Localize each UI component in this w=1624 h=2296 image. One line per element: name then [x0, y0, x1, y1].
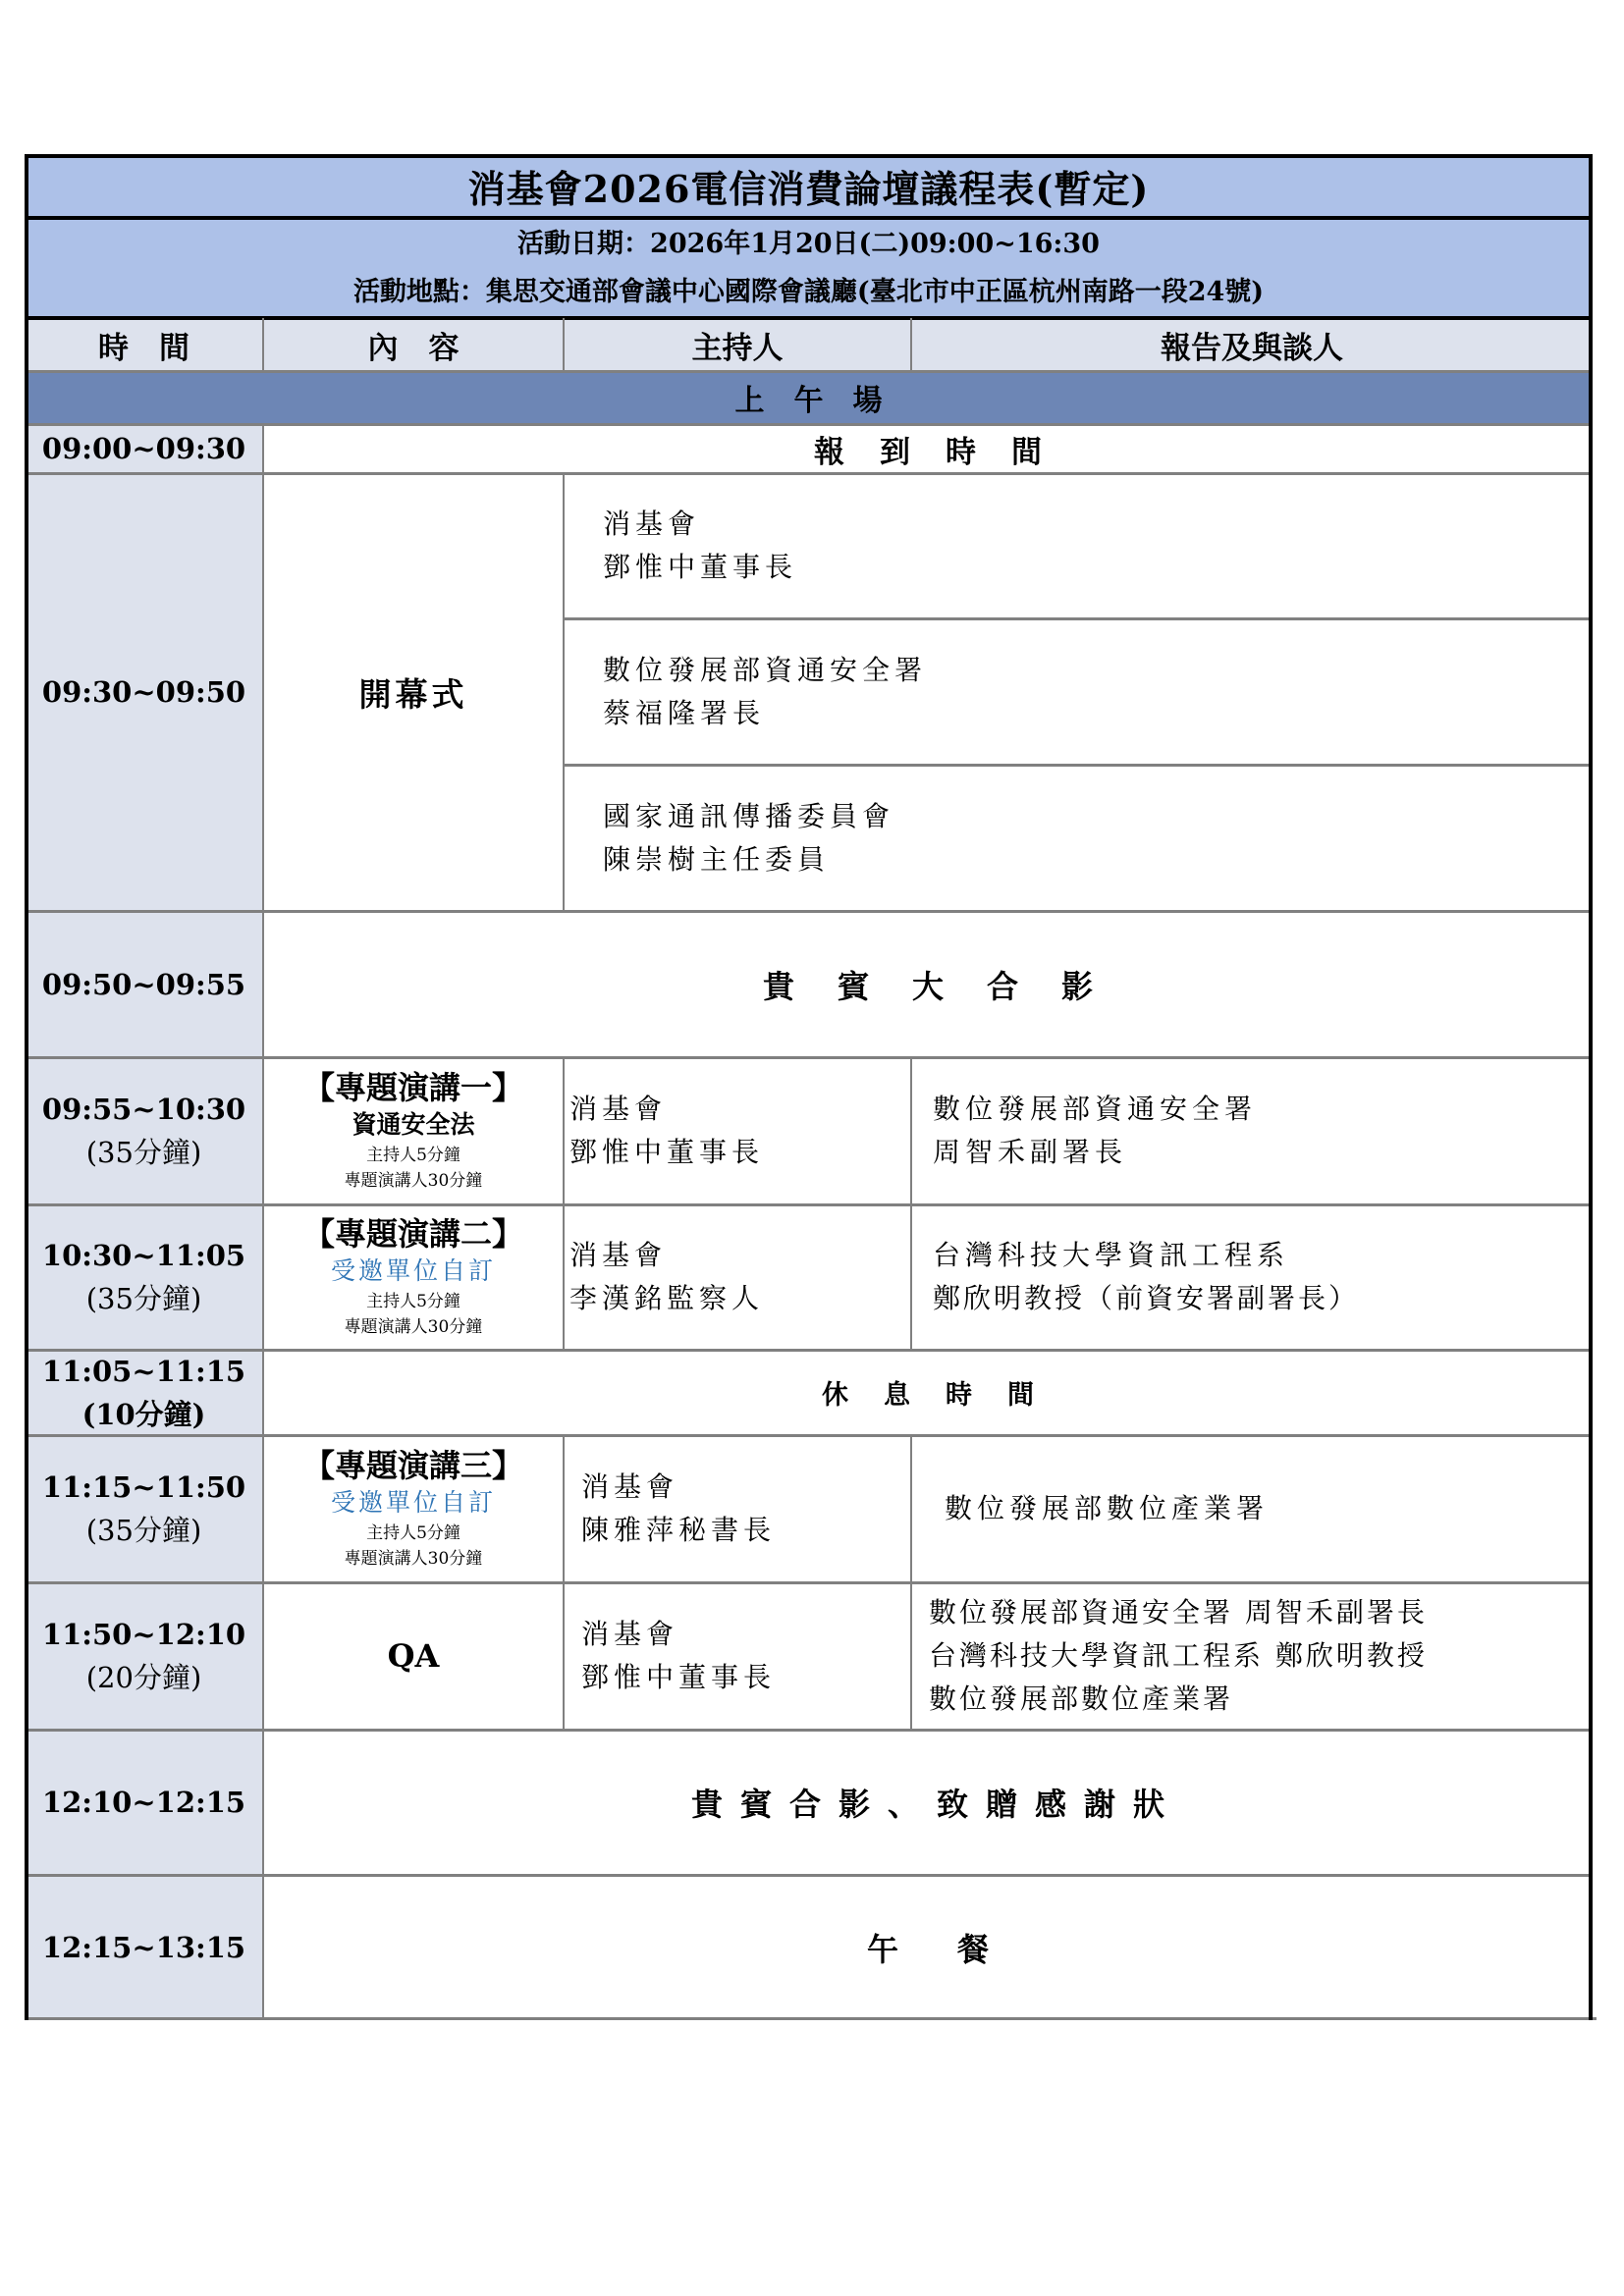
divider	[262, 318, 264, 371]
speech2-topic: 受邀單位自訂	[330, 1256, 496, 1285]
time-opening	[25, 473, 263, 911]
time-photo2	[25, 1730, 263, 1875]
lunch-label: 午餐	[866, 1931, 1048, 1968]
speech2-title: 【專題演講二】	[302, 1215, 523, 1253]
opening-speaker-2-org: 數位發展部資通安全署	[603, 653, 928, 686]
time-photo1	[25, 911, 263, 1057]
time-lunch-text: 12:15~13:15	[41, 1931, 246, 1964]
speech3-speaker-org: 數位發展部數位產業署	[945, 1492, 1270, 1524]
opening-ceremony-label: 開幕式	[358, 674, 468, 714]
speech2-host-name: 李漢銘監察人	[569, 1282, 765, 1314]
divider	[25, 1203, 1593, 1206]
qa-panel-member-2: 台灣科技大學資訊工程系 鄭欣明教授	[929, 1639, 1428, 1672]
divider	[25, 1434, 1593, 1437]
opening-speaker-2-name: 蔡福隆署長	[603, 696, 766, 729]
time-speech2	[25, 1204, 263, 1350]
opening-speaker-2	[564, 618, 1593, 765]
time-photo2-text: 12:10~12:15	[41, 1786, 246, 1819]
divider	[25, 316, 1593, 320]
divider	[25, 1056, 1593, 1059]
event-info	[25, 218, 1593, 318]
divider	[563, 1435, 565, 1730]
group-photo	[263, 911, 1593, 1057]
divider	[25, 2017, 1597, 2020]
time-speech3-duration: (35分鐘)	[85, 1514, 202, 1547]
qa-panel-member-3: 數位發展部數位產業署	[929, 1682, 1234, 1715]
group-photo-certificates	[263, 1730, 1593, 1875]
event-venue: 活動地點：集思交通部會議中心國際會議廳(臺北市中正區杭州南路一段24號)	[352, 277, 1265, 307]
opening-speaker-3-name: 陳崇樹主任委員	[603, 842, 831, 876]
border-left	[25, 154, 28, 2020]
qa-host-org: 消基會	[581, 1618, 679, 1650]
divider	[25, 1874, 1593, 1877]
opening-speaker-1	[564, 473, 1593, 618]
time-lunch	[25, 1875, 263, 2020]
opening-speaker-3	[564, 765, 1593, 911]
divider	[910, 1057, 912, 1350]
column-header-time	[25, 318, 263, 371]
speech2-host	[564, 1204, 911, 1350]
divider	[910, 318, 912, 371]
speech3-content	[263, 1435, 564, 1582]
title-text: 消基會2026電信消費論壇議程表(暫定)	[467, 167, 1150, 211]
speech2-note-host: 主持人5分鐘	[366, 1292, 460, 1311]
agenda-table	[25, 154, 1593, 2020]
speech1-speaker	[911, 1057, 1593, 1204]
divider	[25, 1349, 1593, 1352]
column-header-time-label: 時 間	[98, 330, 189, 366]
divider	[25, 1729, 1593, 1732]
speech3-title: 【專題演講三】	[302, 1447, 523, 1484]
column-header-host-label: 主持人	[691, 330, 784, 366]
break-label	[263, 1350, 1593, 1435]
divider	[563, 473, 565, 911]
speech3-speaker	[911, 1435, 1593, 1582]
agenda-title	[25, 154, 1593, 218]
divider	[262, 424, 264, 2019]
speech3-topic: 受邀單位自訂	[330, 1488, 496, 1517]
qa-label-text: QA	[387, 1637, 440, 1675]
divider	[25, 423, 1593, 426]
time-qa-duration: (20分鐘)	[85, 1661, 202, 1694]
qa-host	[564, 1582, 911, 1730]
checkin-label-text: 報到時間	[814, 434, 1077, 470]
speech1-topic: 資通安全法	[352, 1110, 475, 1139]
time-speech1	[25, 1057, 263, 1204]
time-break-duration: (10分鐘)	[81, 1397, 206, 1431]
time-opening-text: 09:30~09:50	[41, 675, 246, 709]
qa-label	[263, 1582, 564, 1730]
event-date: 活動日期：2026年1月20日(二)09:00~16:30	[517, 229, 1100, 259]
section-morning	[25, 371, 1593, 424]
divider	[25, 370, 1593, 373]
speech2-speaker-name: 鄭欣明教授（前資安署副署長）	[933, 1282, 1360, 1314]
time-qa	[25, 1582, 263, 1730]
column-header-host	[564, 318, 911, 371]
speech3-note-host: 主持人5分鐘	[366, 1523, 460, 1543]
group-photo-label: 貴賓大合影	[762, 967, 1136, 1005]
speech1-speaker-name: 周智禾副署長	[933, 1136, 1128, 1168]
divider	[564, 764, 1593, 767]
speech2-speaker-org: 台灣科技大學資訊工程系	[933, 1239, 1290, 1271]
column-header-speakers	[911, 318, 1593, 371]
break-label-text: 休息時間	[822, 1380, 1069, 1411]
group-photo-certificates-label: 貴賓合影、致贈感謝狀	[690, 1786, 1182, 1823]
opening-ceremony	[263, 473, 564, 911]
qa-host-name: 鄧惟中董事長	[581, 1661, 777, 1693]
checkin-label	[263, 424, 1593, 473]
time-qa-text: 11:50~12:10	[41, 1618, 246, 1651]
time-checkin-text: 09:00~09:30	[41, 432, 246, 465]
time-checkin	[25, 424, 263, 473]
time-photo1-text: 09:50~09:55	[41, 967, 246, 1001]
speech3-note-speaker: 專題演講人30分鐘	[344, 1549, 483, 1569]
divider	[563, 1057, 565, 1350]
speech1-host	[564, 1057, 911, 1204]
opening-speaker-3-org: 國家通訊傳播委員會	[603, 799, 895, 832]
section-morning-label: 上 午 場	[734, 384, 883, 418]
speech3-host-org: 消基會	[581, 1470, 679, 1503]
speech1-host-name: 鄧惟中董事長	[569, 1136, 765, 1168]
speech2-host-org: 消基會	[569, 1239, 668, 1271]
speech1-title: 【專題演講一】	[302, 1069, 523, 1106]
divider	[564, 617, 1593, 620]
column-header-content-label: 內 容	[367, 330, 460, 366]
speech1-content	[263, 1057, 564, 1204]
divider	[25, 216, 1593, 220]
column-header-speakers-label: 報告及與談人	[1161, 330, 1343, 366]
time-speech2-text: 10:30~11:05	[41, 1239, 246, 1272]
speech1-note-speaker: 專題演講人30分鐘	[344, 1171, 483, 1191]
time-speech3-text: 11:15~11:50	[41, 1470, 246, 1504]
divider	[910, 1435, 912, 1730]
time-speech1-text: 09:55~10:30	[41, 1093, 246, 1126]
column-header-content	[263, 318, 564, 371]
divider	[563, 318, 565, 371]
speech1-speaker-org: 數位發展部資通安全署	[933, 1093, 1258, 1125]
speech2-note-speaker: 專題演講人30分鐘	[344, 1317, 483, 1337]
speech1-host-org: 消基會	[569, 1093, 668, 1125]
speech3-host	[564, 1435, 911, 1582]
time-speech3	[25, 1435, 263, 1582]
speech2-content	[263, 1204, 564, 1350]
time-speech2-duration: (35分鐘)	[85, 1282, 202, 1315]
divider	[25, 1581, 1593, 1584]
time-break	[25, 1350, 263, 1435]
qa-panel	[911, 1582, 1593, 1730]
qa-panel-member-1: 數位發展部資通安全署 周智禾副署長	[929, 1596, 1428, 1629]
border-top	[25, 154, 1593, 158]
speech2-speaker	[911, 1204, 1593, 1350]
divider	[25, 910, 1593, 913]
time-break-text: 11:05~11:15	[41, 1354, 246, 1388]
time-speech1-duration: (35分鐘)	[85, 1136, 202, 1169]
divider	[25, 472, 1593, 475]
lunch	[263, 1875, 1593, 2020]
speech1-note-host: 主持人5分鐘	[366, 1146, 460, 1165]
border-right	[1589, 154, 1593, 2020]
opening-speaker-1-org: 消基會	[603, 507, 701, 540]
speech3-host-name: 陳雅萍秘書長	[581, 1514, 777, 1546]
opening-speaker-1-name: 鄧惟中董事長	[603, 551, 798, 583]
